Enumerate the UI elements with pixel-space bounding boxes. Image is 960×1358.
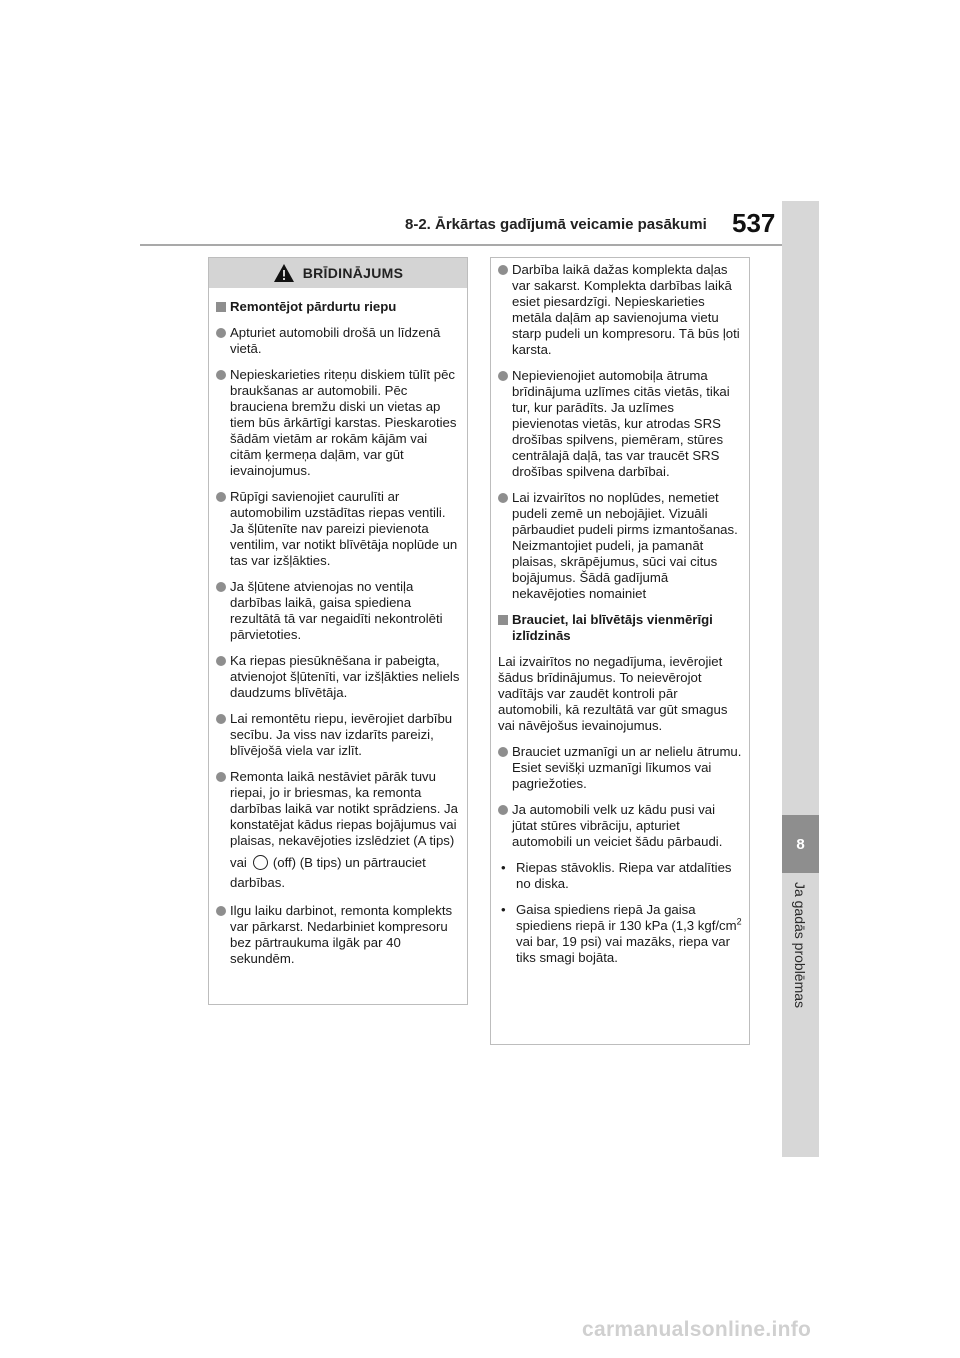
- paragraph: Lai izvairītos no negadījuma, ievērojiet šādus brīdinājumus. To neievērojot vadītājs var zaudēt kontroli pār automobili, kā rezultātā var gūt smagus vai nāvējošus ievainojumus.: [498, 654, 728, 733]
- section-heading: Remontējot pārdurtu riepu: [216, 299, 461, 315]
- section-heading: Brauciet, lai blīvētājs vienmērīgi izlīdzinās: [498, 612, 743, 644]
- power-button-icon: [253, 855, 268, 870]
- list-item: Lai remontētu riepu, ievērojiet darbību secību. Ja viss nav izdarīts pareizi, blīvējošā viela var izlīt.: [216, 711, 461, 759]
- list-item: Nepievienojiet automobiļa ātruma brīdinājuma uzlīmes citās vietās, tikai tur, kur parādīts. Ja uzlīmes pievienotas vietās, kur atrodas SRS drošības spilvens, piemēram, stūres centrālajā daļā, tas var traucēt SRS drošības spilvena darbībai.: [498, 368, 743, 480]
- circle-bullet-icon: [216, 714, 226, 724]
- circle-bullet-icon: [498, 493, 508, 503]
- list-item: Darbība laikā dažas komplekta daļas var sakarst. Komplekta darbības laikā esiet piesardzīgi. Nepieskarieties metāla daļām ap savienojuma vietu starp pudeli un kompresoru. Tā būs ļoti karsta.: [498, 262, 743, 358]
- bullet-mark: •: [501, 860, 506, 875]
- chapter-title: Ja gadās problēmas: [792, 881, 808, 1009]
- circle-bullet-icon: [216, 492, 226, 502]
- item-text-vai: vai: [230, 855, 247, 870]
- list-item: Rūpīgi savienojiet caurulīti ar automobilim uzstādītas riepas ventili. Ja šļūtenīte nav pareizi pievienota ventilim, var notikt blīvētāja noplūde un tas var izšļākties.: [216, 489, 461, 569]
- watermark: carmanualsonline.info: [582, 1318, 812, 1341]
- bullet-mark: •: [501, 902, 506, 917]
- item-text: Remonta laikā nestāviet pārāk tuvu riepai, jo ir briesmas, ka remonta darbības laikā var notikt sprādziens. Ja konstatējat kādus riepas bojājumus vai plaisas, nekavējoties izslēdziet (A tips): [230, 769, 458, 848]
- warning-title: BRĪDINĀJUMS: [302, 265, 404, 281]
- list-item: [216, 769, 461, 893]
- list-item: Apturiet automobili drošā un līdzenā vietā.: [216, 325, 461, 357]
- item-text-tail: (off) (B tips) un pārtrauciet darbības.: [230, 855, 426, 890]
- warning-box-left: [208, 257, 468, 1005]
- list-item: Ja automobili velk uz kādu pusi vai jūtat stūres vibrāciju, apturiet automobili un veiciet šādu pārbaudi.: [498, 802, 743, 850]
- sub-bullet-item: • Riepas stāvoklis. Riepa var atdalīties no diska.: [501, 860, 732, 891]
- list-item: Brauciet uzmanīgi un ar nelielu ātrumu. Esiet sevišķi uzmanīgi līkumos vai pagriežoties.: [498, 744, 743, 792]
- chapter-number: 8: [782, 815, 819, 873]
- circle-bullet-icon: [216, 772, 226, 782]
- circle-bullet-icon: [216, 582, 226, 592]
- list-item: Lai izvairītos no noplūdes, nemetiet pudeli zemē un nebojājiet. Vizuāli pārbaudiet pudeli pirms izmantošanas. Neizmantojiet pudeli, ja pamanāt plaisas, skrāpējumus, sūci vai citus bojājumus. Šādā gadījumā nekavējoties nomainiet: [498, 490, 743, 602]
- circle-bullet-icon: [216, 370, 226, 380]
- warning-triangle-icon: [273, 263, 295, 283]
- section-title: 8-2. Ārkārtas gadījumā veicamie pasākumi: [405, 216, 707, 233]
- circle-bullet-icon: [498, 371, 508, 381]
- circle-bullet-icon: [498, 265, 508, 275]
- square-bullet-icon: [216, 302, 226, 312]
- circle-bullet-icon: [216, 328, 226, 338]
- list-item: Nepieskarieties riteņu diskiem tūlīt pēc braukšanas ar automobili. Pēc brauciena bremžu diski un vietas ap tiem būs ārkārtīgi karstas. Pieskaroties šādām vietām ar rokām kājām vai citām ķermeņa daļām, var gūt ievainojumus.: [216, 367, 461, 479]
- circle-bullet-icon: [498, 805, 508, 815]
- warning-banner: [209, 258, 467, 288]
- circle-bullet-icon: [216, 656, 226, 666]
- header-divider: [140, 244, 782, 246]
- list-item: Ilgu laiku darbinot, remonta komplekts var pārkarst. Nedarbiniet kompresoru bez pārtraukuma ilgāk par 40 sekundēm.: [216, 903, 461, 967]
- square-bullet-icon: [498, 615, 508, 625]
- warning-box-right: [490, 257, 750, 1045]
- side-tab: [782, 201, 819, 1157]
- page-number: 537: [732, 208, 776, 238]
- circle-bullet-icon: [498, 747, 508, 757]
- circle-bullet-icon: [216, 906, 226, 916]
- list-item: Ja šļūtene atvienojas no ventiļa darbības laikā, gaisa spiediena rezultātā tā var negaidīti nekontrolēti pārvietoties.: [216, 579, 461, 643]
- sub-bullet-item: • Gaisa spiediens riepā Ja gaisa spiediens riepā ir 130 kPa (1,3 kgf/$cm^2$ vai bar, 19 psi) vai mazāks, riepa var tiks smagi bojāta.: [501, 902, 742, 965]
- list-item: Ka riepas piesūknēšana ir pabeigta, atvienojot šļūtenīti, var izšļākties neliels daudzums blīvētāja.: [216, 653, 461, 701]
